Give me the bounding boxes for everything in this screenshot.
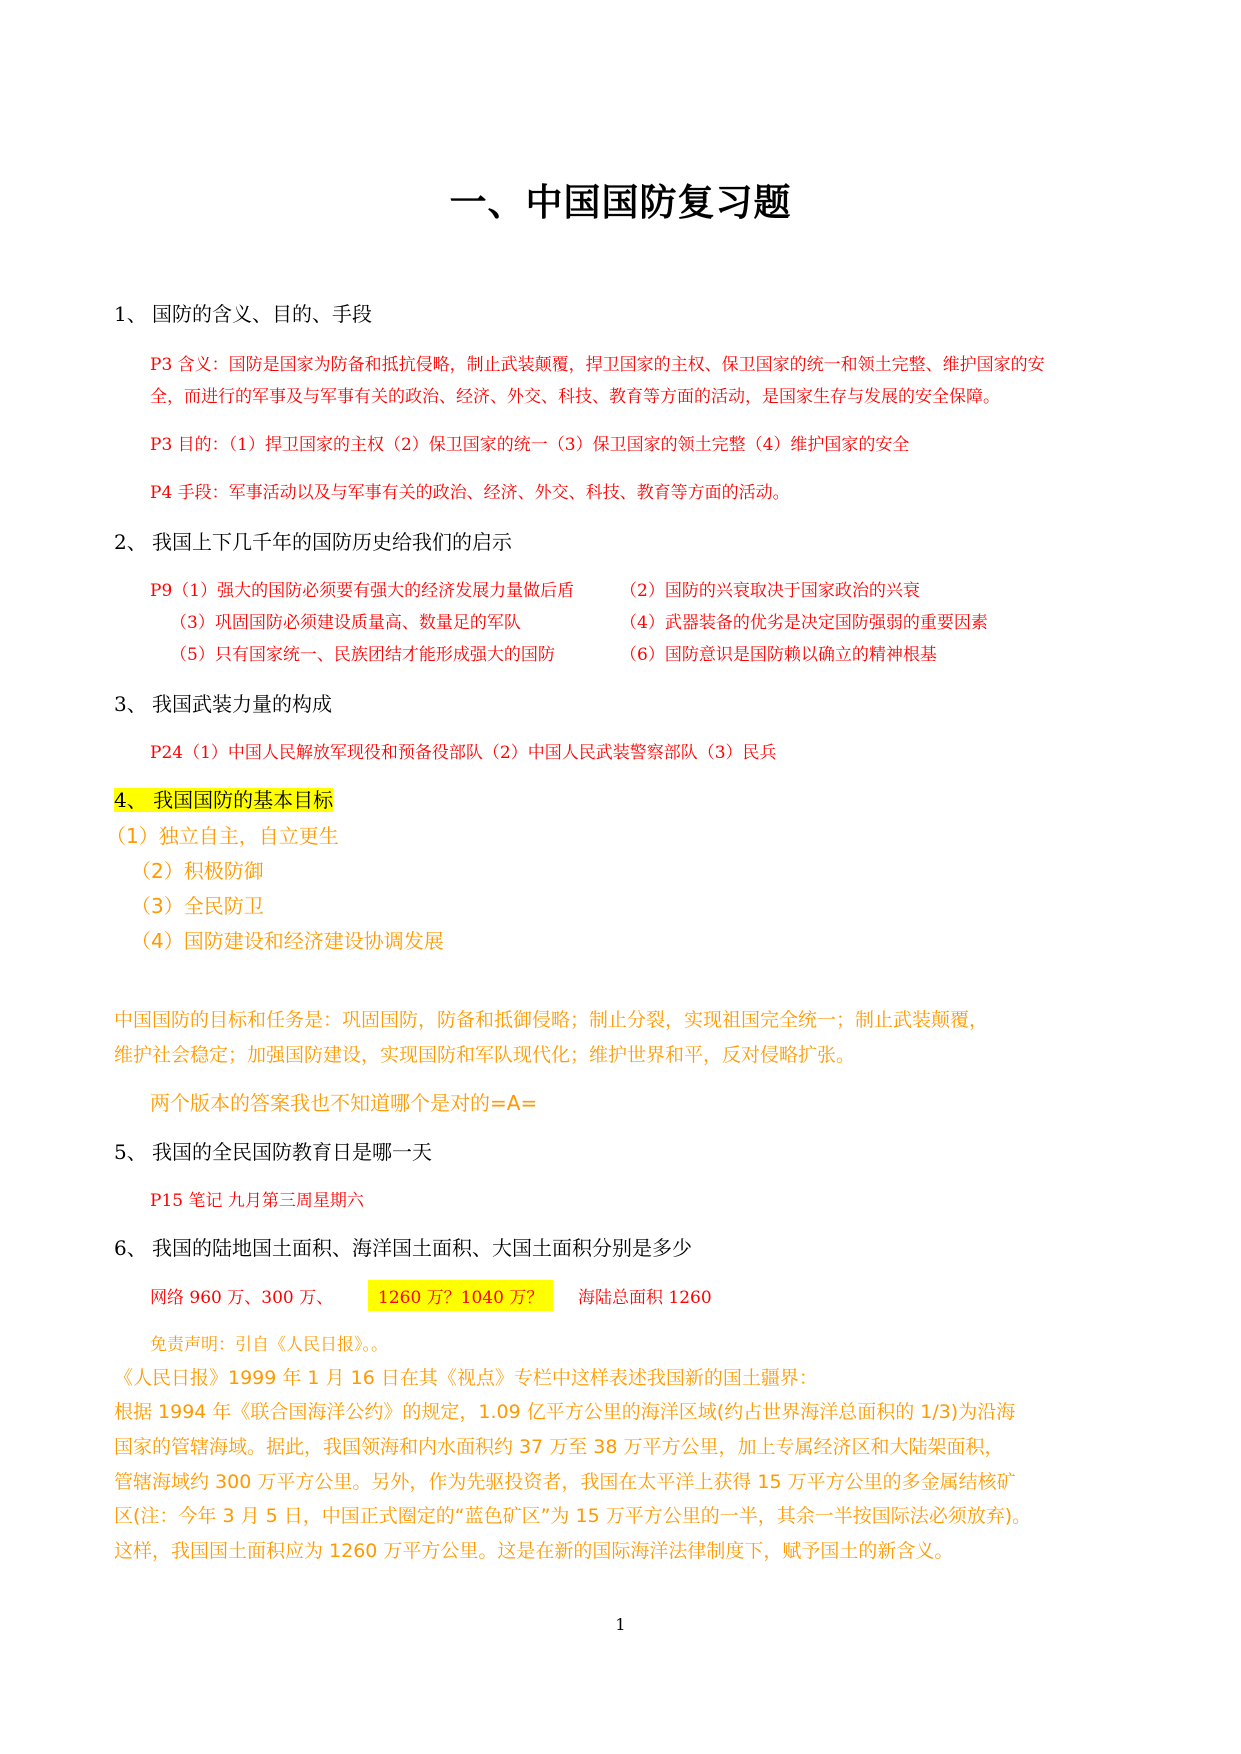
- answer-5: P15 笔记 九月第三周星期六: [150, 1191, 364, 1211]
- quote-line: 管辖海域约 300 万平方公里。另外，作为先驱投资者，我国在太平洋上获得 15 万平方公里的多金属结核矿: [114, 1471, 1016, 1493]
- disclaimer: 免责声明：引自《人民日报》。。: [150, 1335, 388, 1355]
- goal-paragraph-line1: 中国国防的目标和任务是：巩固国防，防备和抵御侵略；制止分裂，实现祖国完全统一；制止武装颠覆，: [114, 1009, 989, 1031]
- answer-6-highlight: 1260 万？1040 万？: [368, 1280, 553, 1311]
- goal-item: （4）国防建设和经济建设协调发展: [131, 929, 444, 953]
- question-number: 3、: [114, 692, 147, 716]
- answer-6-part1: 网络 960 万、300 万、: [150, 1288, 334, 1308]
- question-number: 1、: [114, 302, 147, 326]
- answer-2-item: （6）国防意识是国防赖以确立的精神根基: [620, 645, 937, 665]
- page-number: 1: [615, 1615, 626, 1634]
- goal-item: （3）全民防卫: [131, 894, 264, 918]
- question-number: 2、: [114, 530, 147, 554]
- quote-line: 这样，我国国土面积应为 1260 万平方公里。这是在新的国际海洋法律制度下，赋予国土的新含义。: [114, 1540, 954, 1562]
- answer-2-item: （5）只有国家统一、民族团结才能形成强大的国防: [170, 645, 555, 665]
- question-text: 我国的陆地国土面积、海洋国土面积、大国土面积分别是多少: [152, 1236, 692, 1260]
- note: 两个版本的答案我也不知道哪个是对的=A=: [150, 1091, 538, 1115]
- quote-line: 《人民日报》1999 年 1 月 16 日在其《视点》专栏中这样表述我国新的国土疆界：: [114, 1367, 818, 1389]
- question-text: 我国的全民国防教育日是哪一天: [152, 1140, 432, 1164]
- question-2: [114, 526, 512, 555]
- quote-line: 根据 1994 年《联合国海洋公约》的规定，1.09 亿平方公里的海洋区域(约占世界海洋总面积的 1/3)为沿海: [114, 1401, 1016, 1423]
- question-text: 国防的含义、目的、手段: [152, 302, 372, 326]
- quote-line: 国家的管辖海域。据此，我国领海和内水面积约 37 万至 38 万平方公里，加上专属经济区和大陆架面积，: [114, 1436, 1004, 1458]
- answer-1a-line1: P3 含义：国防是国家为防备和抵抗侵略，制止武装颠覆，捍卫国家的主权、保卫国家的统一和领土完整、维护国家的安: [150, 355, 1045, 375]
- answer-2-item: （4）武器装备的优劣是决定国防强弱的重要因素: [620, 613, 988, 633]
- answer-2-item: （2）国防的兴衰取决于国家政治的兴衰: [620, 581, 920, 601]
- goal-item: （1）独立自主，自立更生: [106, 824, 339, 848]
- answer-1c: P4 手段：军事活动以及与军事有关的政治、经济、外交、科技、教育等方面的活动。: [150, 483, 790, 503]
- answer-2-item: P9（1）强大的国防必须要有强大的经济发展力量做后盾: [150, 581, 575, 601]
- answer-6-part3: 海陆总面积 1260: [578, 1288, 712, 1308]
- question-text: 我国武装力量的构成: [152, 692, 332, 716]
- highlighted-heading: 4、 我国国防的基本目标: [114, 788, 334, 812]
- goal-paragraph-line2: 维护社会稳定；加强国防建设，实现国防和军队现代化；维护世界和平，反对侵略扩张。: [114, 1044, 856, 1066]
- answer-3: P24（1）中国人民解放军现役和预备役部队（2）中国人民武装警察部队（3）民兵: [150, 743, 777, 763]
- answer-1b: P3 目的：（1）捍卫国家的主权（2）保卫国家的统一（3）保卫国家的领土完整（4）维护国家的安全: [150, 435, 910, 455]
- page-title: 一、中国国防复习题: [449, 181, 792, 224]
- quote-line: 区(注：今年 3 月 5 日，中国正式圈定的“蓝色矿区”为 15 万平方公里的一半，其余一半按国际法必须放弃)。: [114, 1505, 1032, 1527]
- question-6: [114, 1232, 692, 1261]
- question-number: 6、: [114, 1236, 147, 1260]
- question-5: [114, 1136, 432, 1165]
- question-1: [114, 298, 372, 327]
- goal-item: （2）积极防御: [131, 859, 264, 883]
- question-text: 我国上下几千年的国防历史给我们的启示: [152, 530, 512, 554]
- question-number: 5、: [114, 1140, 147, 1164]
- question-4-heading: [114, 784, 333, 813]
- answer-2-item: （3）巩固国防必须建设质量高、数量足的军队: [170, 613, 521, 633]
- answer-1a-line2: 全，而进行的军事及与军事有关的政治、经济、外交、科技、教育等方面的活动，是国家生存与发展的安全保障。: [150, 387, 1000, 407]
- question-3: [114, 688, 332, 717]
